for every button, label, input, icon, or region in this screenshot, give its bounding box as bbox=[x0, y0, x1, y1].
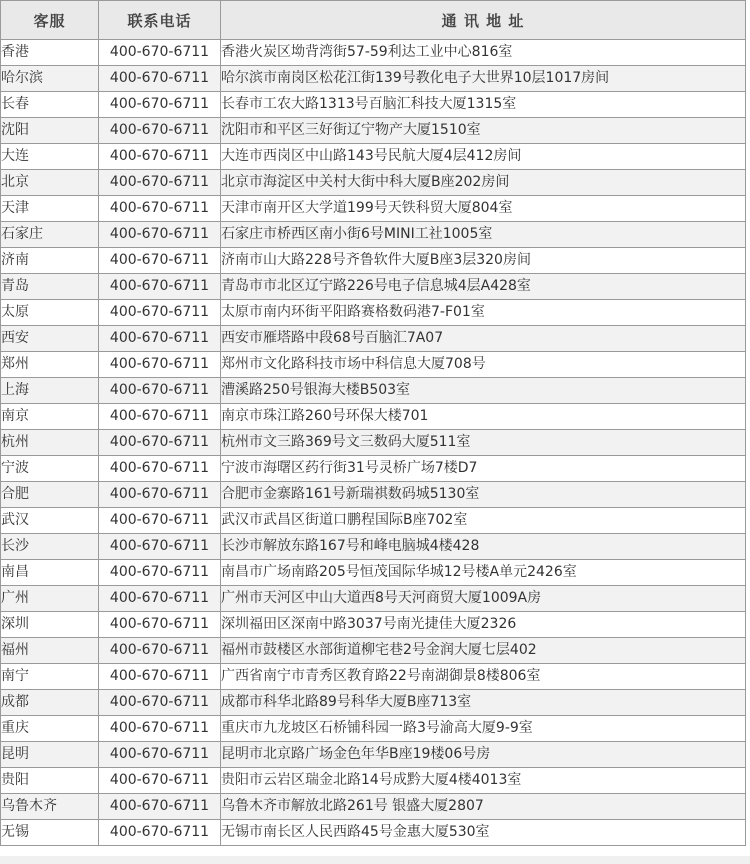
city-cell: 西安 bbox=[1, 326, 99, 352]
city-cell: 长春 bbox=[1, 92, 99, 118]
city-cell: 济南 bbox=[1, 248, 99, 274]
table-row bbox=[1, 274, 746, 300]
city-cell: 乌鲁木齐 bbox=[1, 794, 99, 820]
address-cell: 成都市科华北路89号科华大厦B座713室 bbox=[221, 690, 746, 716]
city-cell: 广州 bbox=[1, 586, 99, 612]
phone-cell: 400-670-6711 bbox=[99, 196, 221, 222]
address-cell: 南昌市广场南路205号恒茂国际华城12号楼A单元2426室 bbox=[221, 560, 746, 586]
phone-cell: 400-670-6711 bbox=[99, 794, 221, 820]
city-cell: 重庆 bbox=[1, 716, 99, 742]
city-cell: 南京 bbox=[1, 404, 99, 430]
address-cell: 香港火炭区坳背湾街57-59利达工业中心816室 bbox=[221, 40, 746, 66]
phone-cell: 400-670-6711 bbox=[99, 352, 221, 378]
table-row bbox=[1, 248, 746, 274]
city-cell: 沈阳 bbox=[1, 118, 99, 144]
table-row bbox=[1, 612, 746, 638]
phone-cell: 400-670-6711 bbox=[99, 66, 221, 92]
phone-cell: 400-670-6711 bbox=[99, 716, 221, 742]
table-row bbox=[1, 768, 746, 794]
phone-cell: 400-670-6711 bbox=[99, 170, 221, 196]
city-cell: 深圳 bbox=[1, 612, 99, 638]
phone-cell: 400-670-6711 bbox=[99, 612, 221, 638]
phone-cell: 400-670-6711 bbox=[99, 300, 221, 326]
table-row bbox=[1, 222, 746, 248]
table-row bbox=[1, 326, 746, 352]
table-row bbox=[1, 66, 746, 92]
address-cell: 北京市海淀区中关村大街中科大厦B座202房间 bbox=[221, 170, 746, 196]
table-row bbox=[1, 534, 746, 560]
phone-cell: 400-670-6711 bbox=[99, 378, 221, 404]
address-cell: 无锡市南长区人民西路45号金惠大厦530室 bbox=[221, 820, 746, 846]
table-row bbox=[1, 196, 746, 222]
city-cell: 南宁 bbox=[1, 664, 99, 690]
table-body bbox=[1, 40, 746, 846]
table-row bbox=[1, 352, 746, 378]
phone-cell: 400-670-6711 bbox=[99, 508, 221, 534]
phone-cell: 400-670-6711 bbox=[99, 638, 221, 664]
table-row bbox=[1, 40, 746, 66]
phone-cell: 400-670-6711 bbox=[99, 768, 221, 794]
address-cell: 宁波市海曙区药行街31号灵桥广场7楼D7 bbox=[221, 456, 746, 482]
header-address: 通 讯 地 址 bbox=[221, 1, 746, 40]
address-cell: 济南市山大路228号齐鲁软件大厦B座3层320房间 bbox=[221, 248, 746, 274]
table-row bbox=[1, 482, 746, 508]
city-cell: 北京 bbox=[1, 170, 99, 196]
address-cell: 合肥市金寨路161号新瑞祺数码城5130室 bbox=[221, 482, 746, 508]
city-cell: 杭州 bbox=[1, 430, 99, 456]
address-cell: 广西省南宁市青秀区教育路22号南湖御景8楼806室 bbox=[221, 664, 746, 690]
table-row bbox=[1, 716, 746, 742]
address-cell: 深圳福田区深南中路3037号南光捷佳大厦2326 bbox=[221, 612, 746, 638]
table-row bbox=[1, 560, 746, 586]
city-cell: 南昌 bbox=[1, 560, 99, 586]
table-row bbox=[1, 300, 746, 326]
address-cell: 杭州市文三路369号文三数码大厦511室 bbox=[221, 430, 746, 456]
table-row bbox=[1, 690, 746, 716]
address-cell: 长沙市解放东路167号和峰电脑城4楼428 bbox=[221, 534, 746, 560]
table-row bbox=[1, 664, 746, 690]
city-cell: 福州 bbox=[1, 638, 99, 664]
phone-cell: 400-670-6711 bbox=[99, 586, 221, 612]
table-row bbox=[1, 430, 746, 456]
city-cell: 郑州 bbox=[1, 352, 99, 378]
phone-cell: 400-670-6711 bbox=[99, 274, 221, 300]
bottom-divider bbox=[0, 856, 750, 864]
address-cell: 太原市南内环街平阳路赛格数码港7-F01室 bbox=[221, 300, 746, 326]
city-cell: 上海 bbox=[1, 378, 99, 404]
city-cell: 合肥 bbox=[1, 482, 99, 508]
table-row bbox=[1, 144, 746, 170]
city-cell: 武汉 bbox=[1, 508, 99, 534]
city-cell: 太原 bbox=[1, 300, 99, 326]
table-row bbox=[1, 404, 746, 430]
address-cell: 沈阳市和平区三好街辽宁物产大厦1510室 bbox=[221, 118, 746, 144]
table-header bbox=[1, 1, 746, 40]
table-row bbox=[1, 586, 746, 612]
address-cell: 大连市西岗区中山路143号民航大厦4层412房间 bbox=[221, 144, 746, 170]
address-cell: 昆明市北京路广场金色年华B座19楼06号房 bbox=[221, 742, 746, 768]
city-cell: 宁波 bbox=[1, 456, 99, 482]
address-cell: 南京市珠江路260号环保大楼701 bbox=[221, 404, 746, 430]
city-cell: 天津 bbox=[1, 196, 99, 222]
phone-cell: 400-670-6711 bbox=[99, 742, 221, 768]
phone-cell: 400-670-6711 bbox=[99, 664, 221, 690]
table-row bbox=[1, 638, 746, 664]
address-cell: 广州市天河区中山大道西8号天河商贸大厦1009A房 bbox=[221, 586, 746, 612]
address-cell: 武汉市武昌区街道口鹏程国际B座702室 bbox=[221, 508, 746, 534]
city-cell: 贵阳 bbox=[1, 768, 99, 794]
table-row bbox=[1, 92, 746, 118]
phone-cell: 400-670-6711 bbox=[99, 144, 221, 170]
phone-cell: 400-670-6711 bbox=[99, 820, 221, 846]
phone-cell: 400-670-6711 bbox=[99, 92, 221, 118]
address-cell: 重庆市九龙坡区石桥铺科园一路3号渝高大厦9-9室 bbox=[221, 716, 746, 742]
phone-cell: 400-670-6711 bbox=[99, 690, 221, 716]
city-cell: 哈尔滨 bbox=[1, 66, 99, 92]
phone-cell: 400-670-6711 bbox=[99, 404, 221, 430]
header-city: 客服 bbox=[1, 1, 99, 40]
table-row bbox=[1, 118, 746, 144]
address-cell: 福州市鼓楼区水部街道柳宅巷2号金润大厦七层402 bbox=[221, 638, 746, 664]
address-cell: 哈尔滨市南岗区松花江街139号教化电子大世界10层1017房间 bbox=[221, 66, 746, 92]
header-row bbox=[1, 1, 746, 40]
address-cell: 西安市雁塔路中段68号百脑汇7A07 bbox=[221, 326, 746, 352]
table-row bbox=[1, 456, 746, 482]
city-cell: 石家庄 bbox=[1, 222, 99, 248]
phone-cell: 400-670-6711 bbox=[99, 560, 221, 586]
phone-cell: 400-670-6711 bbox=[99, 118, 221, 144]
header-phone: 联系电话 bbox=[99, 1, 221, 40]
address-cell: 青岛市市北区辽宁路226号电子信息城4层A428室 bbox=[221, 274, 746, 300]
city-cell: 无锡 bbox=[1, 820, 99, 846]
phone-cell: 400-670-6711 bbox=[99, 222, 221, 248]
table-row bbox=[1, 794, 746, 820]
phone-cell: 400-670-6711 bbox=[99, 482, 221, 508]
phone-cell: 400-670-6711 bbox=[99, 248, 221, 274]
address-cell: 长春市工农大路1313号百脑汇科技大厦1315室 bbox=[221, 92, 746, 118]
table-row bbox=[1, 508, 746, 534]
table-row bbox=[1, 170, 746, 196]
phone-cell: 400-670-6711 bbox=[99, 326, 221, 352]
address-cell: 天津市南开区大学道199号天铁科贸大厦804室 bbox=[221, 196, 746, 222]
city-cell: 香港 bbox=[1, 40, 99, 66]
address-cell: 石家庄市桥西区南小街6号MINI工社1005室 bbox=[221, 222, 746, 248]
address-cell: 贵阳市云岩区瑞金北路14号成黔大厦4楼4013室 bbox=[221, 768, 746, 794]
phone-cell: 400-670-6711 bbox=[99, 534, 221, 560]
phone-cell: 400-670-6711 bbox=[99, 430, 221, 456]
city-cell: 成都 bbox=[1, 690, 99, 716]
city-cell: 长沙 bbox=[1, 534, 99, 560]
address-cell: 郑州市文化路科技市场中科信息大厦708号 bbox=[221, 352, 746, 378]
phone-cell: 400-670-6711 bbox=[99, 456, 221, 482]
address-cell: 乌鲁木齐市解放北路261号 银盛大厦2807 bbox=[221, 794, 746, 820]
city-cell: 大连 bbox=[1, 144, 99, 170]
table-row bbox=[1, 820, 746, 846]
table-row bbox=[1, 378, 746, 404]
address-cell: 漕溪路250号银海大楼B503室 bbox=[221, 378, 746, 404]
city-cell: 昆明 bbox=[1, 742, 99, 768]
phone-cell: 400-670-6711 bbox=[99, 40, 221, 66]
city-cell: 青岛 bbox=[1, 274, 99, 300]
table-row bbox=[1, 742, 746, 768]
